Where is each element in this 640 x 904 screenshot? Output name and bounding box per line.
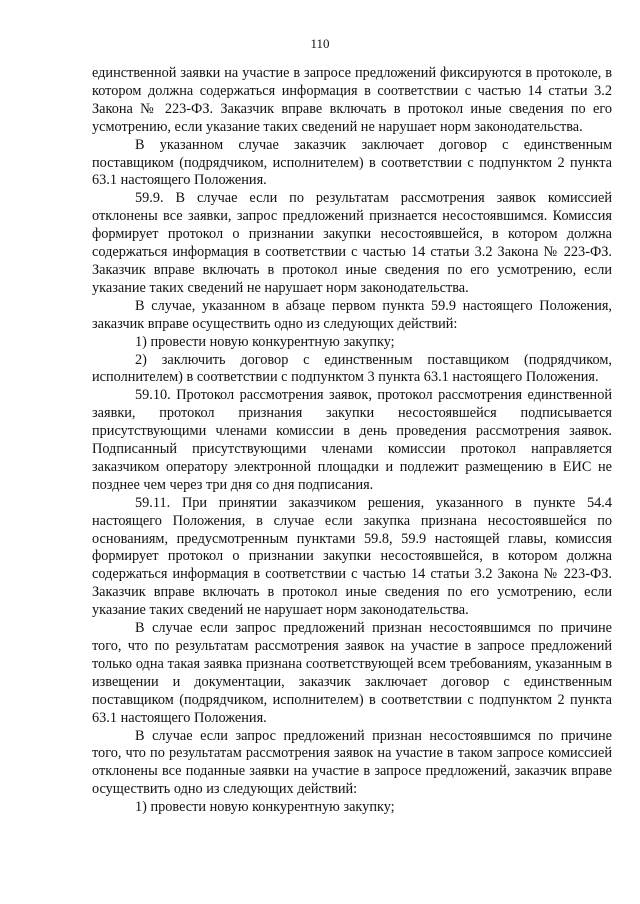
list-item-new-procurement-2: 1) провести новую конкурентную закупку;: [135, 799, 395, 816]
paragraph-clause-59-9: 59.9. В случае если по результатам рассмотрения заявок комиссией отклонены все заявки, запрос предложений признается несостоявшимся. Комиссия формирует протокол о признании закупки несостоявшейся, в котором должна содержаться информация в соответствии с частью 14 статьи 3.2 Закона № 223-ФЗ. Заказчик вправе включать в протокол иные сведения по его усмотрению, если указание таких сведений не нарушает норм законодательства.: [92, 190, 612, 296]
paragraph-single-supplier-contract: В указанном случае заказчик заключает договор с единственным поставщиком (подрядчиком, исполнителем) в соответствии с подпунктом 2 пункта 63.1 настоящего Положения.: [92, 136, 612, 189]
page-number: 110: [310, 36, 330, 51]
list-item-new-procurement: 1) провести новую конкурентную закупку;: [135, 333, 395, 350]
paragraph-all-rejected: В случае если запрос предложений признан несостоявшимся по причине того, что по результатам рассмотрения заявок на участие в таком запросе комиссией отклонены все поданные заявки на участие в запросе предложений, заказчик вправе осуществить одно из следующих действий:: [92, 727, 612, 798]
list-item-single-supplier: 2) заключить договор с единственным поставщиком (подрядчиком, исполнителем) в соответствии с подпунктом 3 пункта 63.1 настоящего Положения.: [92, 351, 612, 386]
paragraph-clause-59-10: 59.10. Протокол рассмотрения заявок, протокол рассмотрения единственной заявки, протокол признания закупки несостоявшейся подписывается присутствующими членами комиссии в день проведения рассмотрения заявок. Подписанный присутствующими членами комиссии протокол направляется заказчиком оператору электронной площадки и подлежит размещению в ЕИС не позднее чем через три дня со дня подписания.: [92, 387, 612, 493]
paragraph-clause-59-11: 59.11. При принятии заказчиком решения, указанного в пункте 54.4 настоящего Положения, в случае если закупка признана несостоявшейся по основаниям, предусмотренным пунктами 59.8, 59.9 настоящей главы, комиссия формирует протокол о признании закупки несостоявшейся, в котором должна содержаться информация в соответствии с частью 14 статьи 3.2 Закона № 223-ФЗ. Заказчик вправе включать в протокол иные сведения по его усмотрению, если указание таких сведений не нарушает норм законодательства.: [92, 494, 612, 619]
paragraph-customer-actions: В случае, указанном в абзаце первом пункта 59.9 настоящего Положения, заказчик вправе осуществить одно из следующих действий:: [92, 297, 612, 332]
paragraph-one-application: В случае если запрос предложений признан несостоявшимся по причине того, что по результатам рассмотрения заявок на участие в запросе предложений только одна такая заявка признана соответствующей всем требованиям, указанным в извещении и документации, заказчик заключает договор с единственным поставщиком (подрядчиком, исполнителем) в соответствии с подпунктом 2 пункта 63.1 настоящего Положения.: [92, 620, 612, 726]
document-body: [92, 65, 612, 817]
paragraph-continuation: единственной заявки на участие в запросе предложений фиксируются в протоколе, в котором должна содержаться информация в соответствии с частью 14 статьи 3.2 Закона № 223-ФЗ. Заказчик вправе включать в протокол иные сведения по его усмотрению, если указание таких сведений не нарушает норм законодательства.: [92, 65, 612, 135]
